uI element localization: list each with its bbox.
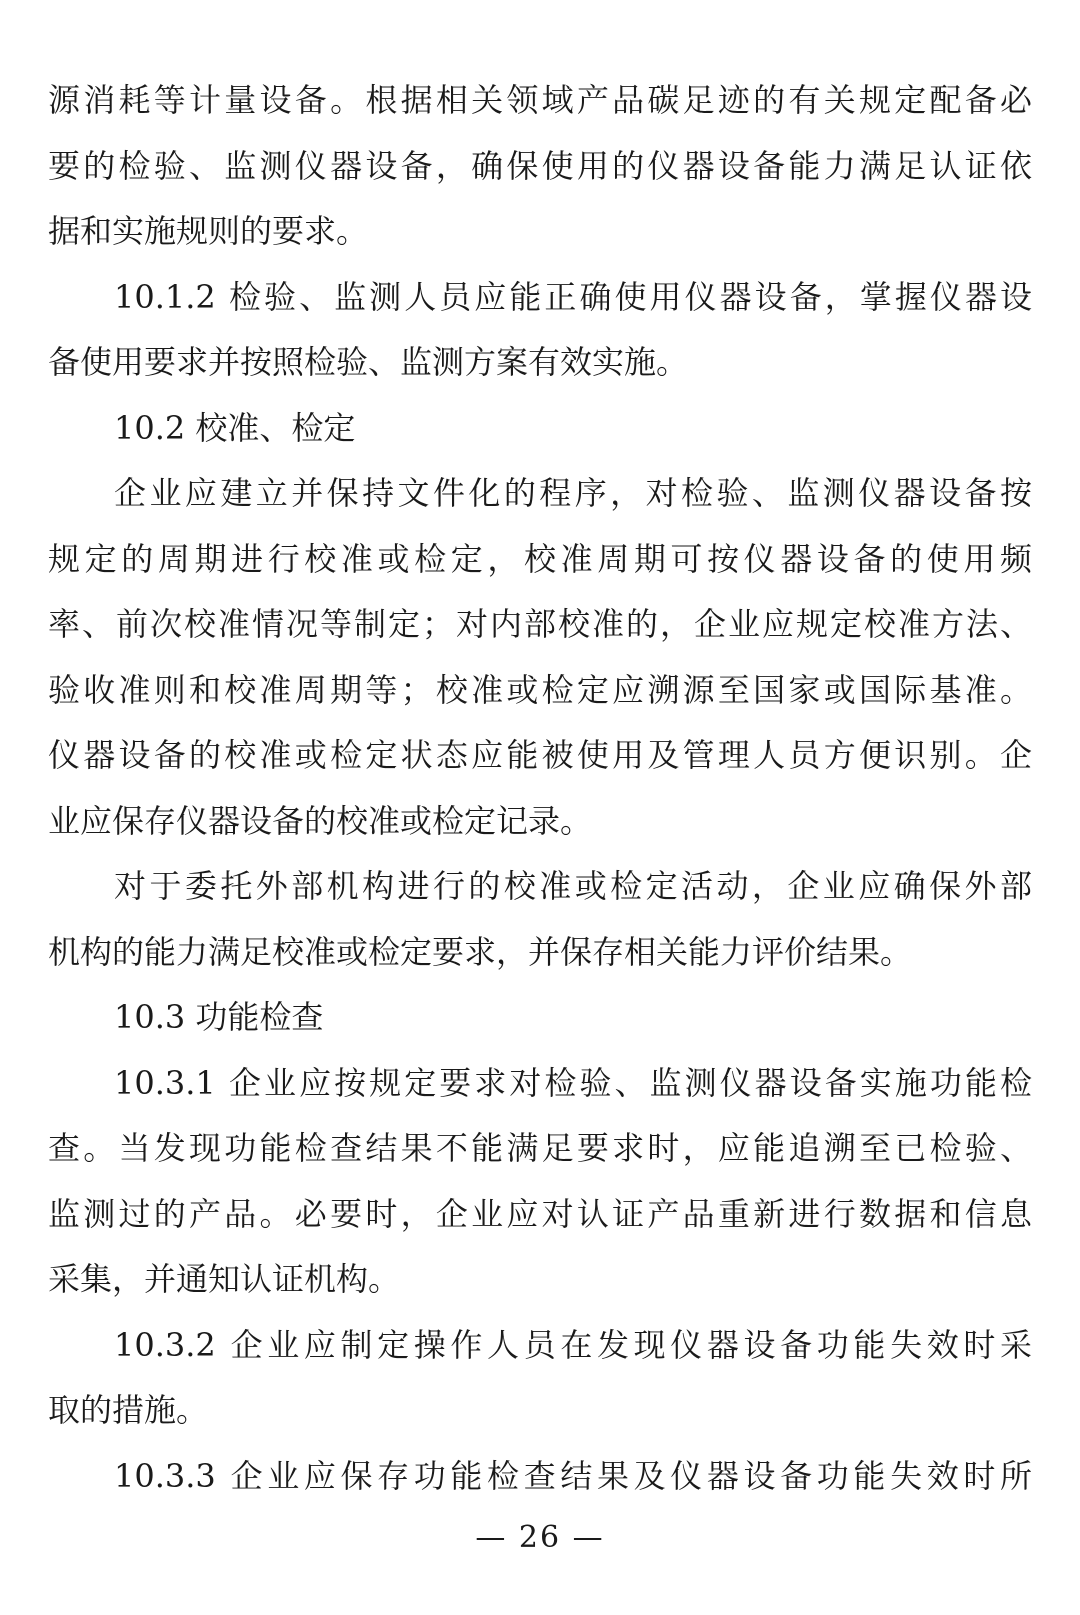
text-line: 对于委托外部机构进行的校准或检定活动，企业应确保外部 <box>114 867 1032 905</box>
text-line: 采集，并通知认证机构。 <box>48 1260 401 1298</box>
text-line: 验收准则和校准周期等；校准或检定应溯源至国家或国际基准。 <box>48 670 1032 709</box>
text-line: 10.2 校准、检定 <box>114 408 356 447</box>
text-line: 10.3.1 企业应按规定要求对检验、监测仪器设备实施功能检 <box>114 1063 1032 1102</box>
text-line: 10.3.3 企业应保存功能检查结果及仪器设备功能失效时所 <box>114 1456 1032 1495</box>
text-line: 据和实施规则的要求。 <box>48 212 369 250</box>
text-line: 仪器设备的校准或检定状态应能被使用及管理人员方便识别。企 <box>48 736 1032 774</box>
document-body <box>48 68 1032 1509</box>
text-line: 规定的周期进行校准或检定，校准周期可按仪器设备的使用频 <box>48 539 1032 578</box>
page-number: — 26 — <box>475 1520 605 1555</box>
text-line: 率、前次校准情况等制定；对内部校准的，企业应规定校准方法、 <box>48 605 1032 643</box>
text-lines <box>48 68 1032 1509</box>
text-line: 机构的能力满足校准或检定要求，并保存相关能力评价结果。 <box>48 932 913 971</box>
text-line: 取的措施。 <box>48 1391 209 1429</box>
text-line: 企业应建立并保持文件化的程序，对检验、监测仪器设备按 <box>114 474 1032 512</box>
text-line: 查。当发现功能检查结果不能满足要求时，应能追溯至已检验、 <box>48 1129 1032 1167</box>
text-line: 10.3.2 企业应制定操作人员在发现仪器设备功能失效时采 <box>114 1325 1032 1364</box>
text-line: 10.1.2 检验、监测人员应能正确使用仪器设备，掌握仪器设 <box>114 277 1032 316</box>
text-line: 10.3 功能检查 <box>114 998 324 1036</box>
text-line: 源消耗等计量设备。根据相关领域产品碳足迹的有关规定配备必 <box>48 81 1032 119</box>
text-line: 业应保存仪器设备的校准或检定记录。 <box>48 801 593 840</box>
text-line: 备使用要求并按照检验、监测方案有效实施。 <box>48 343 689 381</box>
text-line: 要的检验、监测仪器设备，确保使用的仪器设备能力满足认证依 <box>48 146 1032 185</box>
text-line: 监测过的产品。必要时，企业应对认证产品重新进行数据和信息 <box>48 1194 1032 1233</box>
